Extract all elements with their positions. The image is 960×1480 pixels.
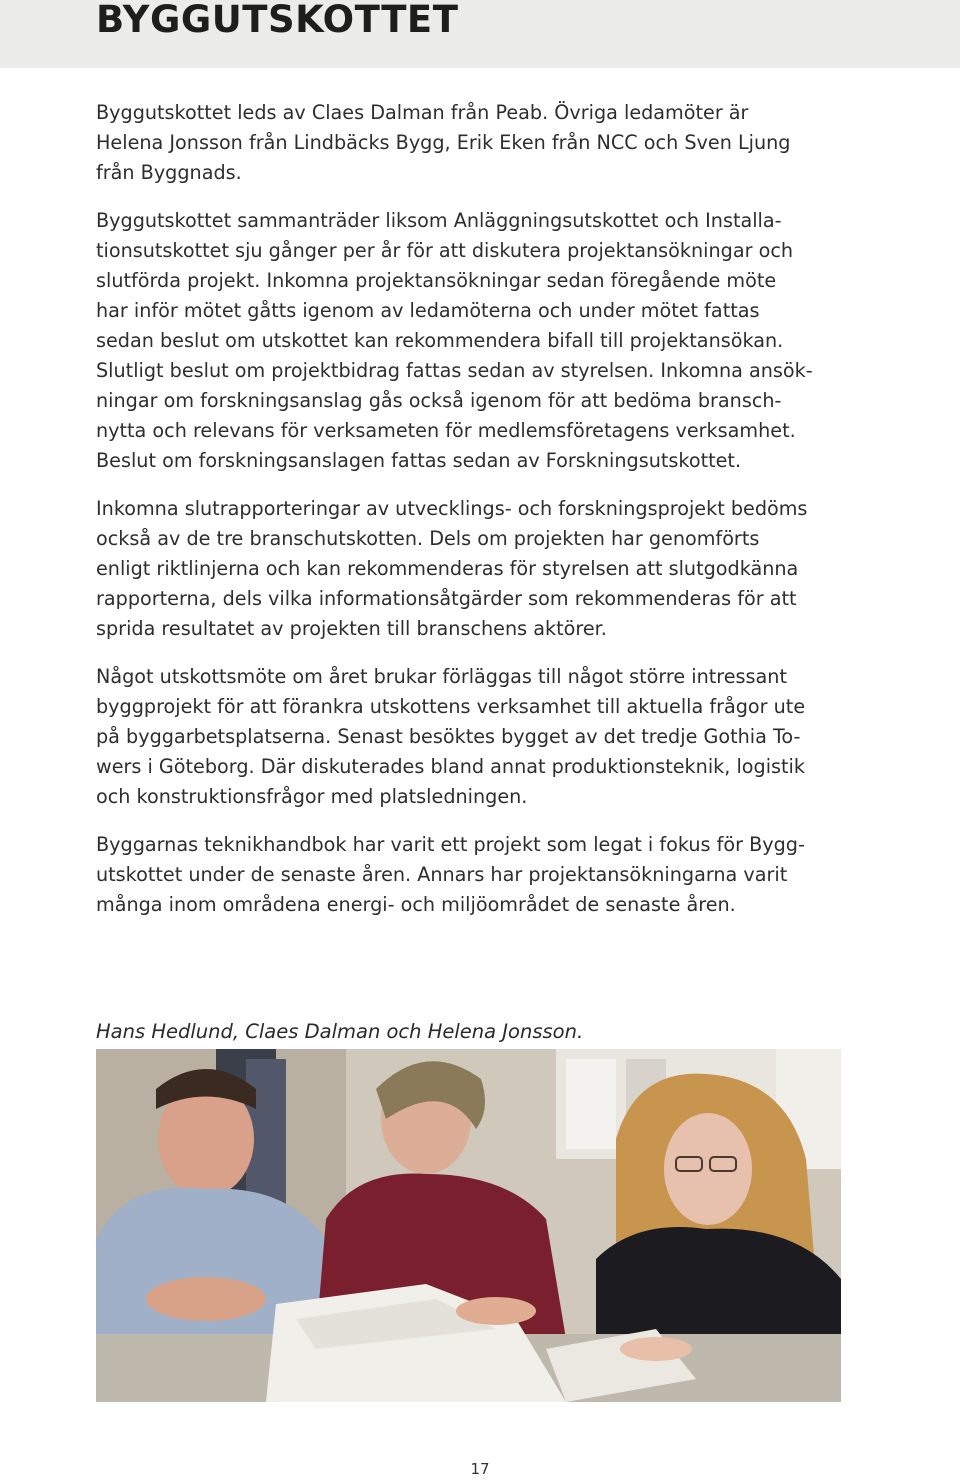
text-line: på byggarbetsplatserna. Senast besöktes bygget av det tredje Gothia To- xyxy=(96,725,801,748)
text-line: rapporterna, dels vilka informationsåtgärder som rekommenderas för att xyxy=(96,587,797,610)
text-line: och konstruktionsfrågor med platsledningen. xyxy=(96,785,528,808)
text-line: från Byggnads. xyxy=(96,161,242,184)
text-line: enligt riktlinjerna och kan rekommenderas för styrelsen att slutgodkänna xyxy=(96,557,799,580)
paragraph xyxy=(96,98,866,188)
text-line: Byggutskottet leds av Claes Dalman från Peab. Övriga ledamöter är xyxy=(96,101,749,124)
text-line: Byggarnas teknikhandbok har varit ett projekt som legat i fokus för Bygg- xyxy=(96,833,805,856)
text-line: sedan beslut om utskottet kan rekommendera bifall till projektansökan. xyxy=(96,329,784,352)
meeting-photo xyxy=(96,1049,841,1402)
photo-caption: Hans Hedlund, Claes Dalman och Helena Jonsson. xyxy=(96,1020,584,1043)
text-line: Något utskottsmöte om året brukar förläggas till något större intressant xyxy=(96,665,787,688)
text-line: Beslut om forskningsanslagen fattas sedan av Forskningsutskottet. xyxy=(96,449,742,472)
text-line: Byggutskottet sammanträder liksom Anläggningsutskottet och Installa- xyxy=(96,209,782,232)
paragraph xyxy=(96,830,866,920)
body-text xyxy=(96,98,866,938)
text-line: nytta och relevans för verksameten för medlemsföretagens verksamhet. xyxy=(96,419,796,442)
text-line: har inför mötet gåtts igenom av ledamöterna och under mötet fattas xyxy=(96,299,760,322)
paragraph xyxy=(96,494,866,644)
text-line: wers i Göteborg. Där diskuterades bland annat produktionsteknik, logistik xyxy=(96,755,805,778)
text-line: tionsutskottet sju gånger per år för att diskutera projektansökningar och xyxy=(96,239,794,262)
text-line: Slutligt beslut om projektbidrag fattas sedan av styrelsen. Inkomna ansök- xyxy=(96,359,813,382)
paragraph xyxy=(96,206,866,476)
text-line: ningar om forskningsanslag gås också igenom för att bedöma bransch- xyxy=(96,389,782,412)
text-line: Helena Jonsson från Lindbäcks Bygg, Erik Eken från NCC och Sven Ljung xyxy=(96,131,791,154)
text-line: slutförda projekt. Inkomna projektansökningar sedan föregående möte xyxy=(96,269,777,292)
text-line: Inkomna slutrapporteringar av utvecklings- och forskningsprojekt bedöms xyxy=(96,497,808,520)
page-number: 17 xyxy=(470,1460,490,1478)
text-line: också av de tre branschutskotten. Dels om projekten har genomförts xyxy=(96,527,760,550)
text-line: utskottet under de senaste åren. Annars har projektansökningarna varit xyxy=(96,863,788,886)
text-line: sprida resultatet av projekten till branschens aktörer. xyxy=(96,617,607,640)
page-title: BYGGUTSKOTTET xyxy=(96,0,459,41)
text-line: byggprojekt för att förankra utskottens verksamhet till aktuella frågor ute xyxy=(96,695,806,718)
paragraph xyxy=(96,662,866,812)
text-line: många inom områdena energi- och miljöområdet de senaste åren. xyxy=(96,893,736,916)
